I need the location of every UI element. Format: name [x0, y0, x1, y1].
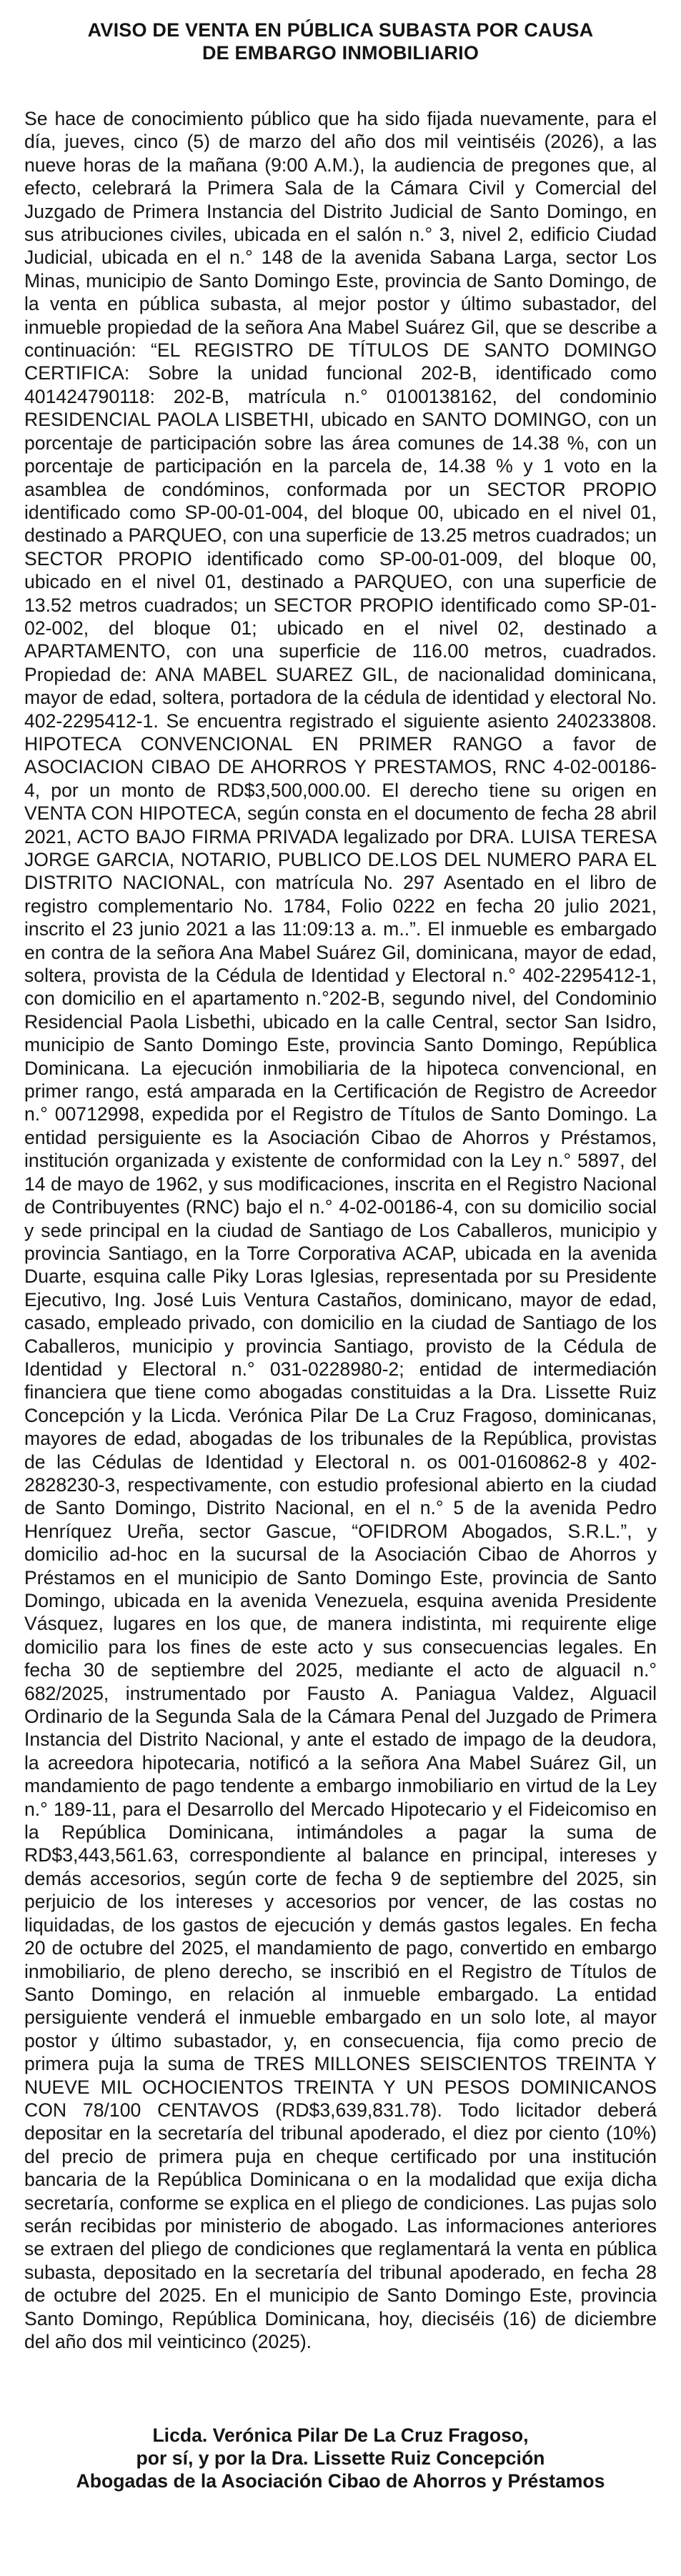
signature-line-3: Abogadas de la Asociación Cibao de Ahorros y Préstamos [76, 2470, 605, 2492]
signature-line-2: por sí, y por la Dra. Lissette Ruiz Concepción [136, 2447, 545, 2469]
notice-title [24, 19, 657, 64]
signature-line-1: Licda. Verónica Pilar De La Cruz Fragoso, [152, 2425, 529, 2446]
signature-block [24, 2424, 657, 2492]
notice-title-line-1: AVISO DE VENTA EN PÚBLICA SUBASTA POR CAUSA [87, 19, 594, 41]
notice-title-line-2: DE EMBARGO INMOBILIARIO [202, 42, 479, 64]
notice-body: Se hace de conocimiento público que ha sido fijada nuevamente, para el día, jueves, cinco (5) de marzo del año dos mil veintiséis (2026), a las nueve horas de la mañana (9:00 A.M.), la audiencia de pregones que, al efecto, celebrará la Primera Sala de la Cámara Civil y Comercial del Juzgado de Primera Instancia del Distrito Judicial de Santo Domingo, en sus atribuciones civiles, ubicada en el salón n.° 3, nivel 2, edificio Ciudad Judicial, ubicada en el n.° 148 de la avenida Sabana Larga, sector Los Minas, municipio de Santo Domingo Este, provincia de Santo Domingo, de la venta en pública subasta, al mejor postor y último subastador, del inmueble propiedad de la señora Ana Mabel Suárez Gil, que se describe a continuación: “EL REGISTRO DE TÍTULOS DE SANTO DOMINGO CERTIFICA: Sobre la unidad funcional 202-B, identificado como 401424790118: 202-B, matrícula n.° 0100138162, del condominio RESIDENCIAL PAOLA LISBETHI, ubicado en SANTO DOMINGO, con un porcentaje de participación sobre las área comunes de 14.38 %, con un porcentaje de participación en la parcela de, 14.38 % y 1 voto en la asamblea de condóminos, conformada por un SECTOR PROPIO identificado como SP-00-01-004, del bloque 00, ubicado en el nivel 01, destinado a PARQUEO, con una superficie de 13.25 metros cuadrados; un SECTOR PROPIO identificado como SP-00-01-009, del bloque 00, ubicado en el nivel 01, destinado a PARQUEO, con una superficie de 13.52 metros cuadrados; un SECTOR PROPIO identificado como SP-01-02-002, del bloque 01; ubicado en el nivel 02, destinado a APARTAMENTO, con una superficie de 116.00 metros, cuadrados. Propiedad de: ANA MABEL SUAREZ GIL, de nacionalidad dominicana, mayor de edad, soltera, portadora de la cédula de identidad y electoral No. 402-2295412-1. Se encuentra registrado el siguiente asiento 240233808. HIPOTECA CONVENCIONAL EN PRIMER RANGO a favor de ASOCIACION CIBAO DE AHORROS Y PRESTAMOS, RNC 4-02-00186-4, por un monto de RD$3,500,000.00. El derecho tiene su origen en VENTA CON HIPOTECA, según consta en el documento de fecha 28 abril 2021, ACTO BAJO FIRMA PRIVADA legalizado por DRA. LUISA TERESA JORGE GARCIA, NOTARIO, PUBLICO DE.LOS DEL NUMERO PARA EL DISTRITO NACIONAL, con matrícula No. 297 Asentado en el libro de registro complementario No. 1784, Folio 0222 en fecha 20 julio 2021, inscrito el 23 junio 2021 a las 11:09:13 a. m..”. El inmueble es embargado en contra de la señora Ana Mabel Suárez Gil, dominicana, mayor de edad, soltera, provista de la Cédula de Identidad y Electoral n.° 402-2295412-1, con domicilio en el apartamento n.°202-B, segundo nivel, del Condominio Residencial Paola Lisbethi, ubicado en la calle Central, sector San Isidro, municipio de Santo Domingo Este, provincia Santo Domingo, República Dominicana. La ejecución inmobiliaria de la hipoteca convencional, en primer rango, está amparada en la Certificación de Registro de Acreedor n.° 00712998, expedida por el Registro de Títulos de Santo Domingo. La entidad persiguiente es la Asociación Cibao de Ahorros y Préstamos, institución organizada y existente de conformidad con la Ley n.° 5897, del 14 de mayo de 1962, y sus modificaciones, inscrita en el Registro Nacional de Contribuyentes (RNC) bajo el n.° 4-02-00186-4, con su domicilio social y sede principal en la ciudad de Santiago de Los Caballeros, municipio y provincia Santiago, en la Torre Corporativa ACAP, ubicada en la avenida Duarte, esquina calle Piky Loras Iglesias, representada por su Presidente Ejecutivo, Ing. José Luis Ventura Castaños, dominicano, mayor de edad, casado, empleado privado, con domicilio en la ciudad de Santiago de los Caballeros, municipio y provincia Santiago, provisto de la Cédula de Identidad y Electoral n.° 031-0228980-2; entidad de intermediación financiera que tiene como abogadas constituidas a la Dra. Lissette Ruiz Concepción y la Licda. Verónica Pilar De La Cruz Fragoso, dominicanas, mayores de edad, abogadas de los tribunales de la República, provistas de las Cédulas de Identidad y Electoral n. os 001-0160862-8 y 402-2828230-3, respectivamente, con estudio profesional abierto en la ciudad de Santo Domingo, Distrito Nacional, en el n.° 5 de la avenida Pedro Henríquez Ureña, sector Gascue, “OFIDROM Abogados, S.R.L.”, y domicilio ad-hoc en la sucursal de la Asociación Cibao de Ahorros y Préstamos en el municipio de Santo Domingo Este, provincia de Santo Domingo, ubicada en la avenida Venezuela, esquina avenida Presidente Vásquez, lugares en los que, de manera indistinta, mi requirente elige domicilio para los fines de este acto y sus consecuencias legales. En fecha 30 de septiembre del 2025, mediante el acto de alguacil n.° 682/2025, instrumentado por Fausto A. Paniagua Valdez, Alguacil Ordinario de la Segunda Sala de la Cámara Penal del Juzgado de Primera Instancia del Distrito Nacional, y ante el estado de impago de la deudora, la acreedora hipotecaria, notificó a la señora Ana Mabel Suárez Gil, un mandamiento de pago tendente a embargo inmobiliario en virtud de la Ley n.° 189-11, para el Desarrollo del Mercado Hipotecario y el Fideicomiso en la República Dominicana, intimándoles a pagar la suma de RD$3,443,561.63, correspondiente al balance en principal, intereses y demás accesorios, según corte de fecha 9 de septiembre del 2025, sin perjuicio de los intereses y accesorios por vencer, de las costas no liquidadas, de los gastos de ejecución y demás gastos legales. En fecha 20 de octubre del 2025, el mandamiento de pago, convertido en embargo inmobiliario, de pleno derecho, se inscribió en el Registro de Títulos de Santo Domingo, en relación al inmueble embargado. La entidad persiguiente venderá el inmueble embargado en un solo lote, al mayor postor y último subastador, y, en consecuencia, fija como precio de primera puja la suma de TRES MILLONES SEISCIENTOS TREINTA Y NUEVE MIL OCHOCIENTOS TREINTA Y UN PESOS DOMINICANOS CON 78/100 CENTAVOS (RD$3,639,831.78). Todo licitador deberá depositar en la secretaría del tribunal apoderado, el diez por ciento (10%) del precio de primera puja en cheque certificado por una institución bancaria de la República Dominicana o en la modalidad que exija dicha secretaría, conforme se explica en el pliego de condiciones. Las pujas solo serán recibidas por ministerio de abogado. Las informaciones anteriores se extraen del pliego de condiciones que reglamentará la venta en pública subasta, depositado en la secretaría del tribunal apoderado, en fecha 28 de octubre del 2025. En el municipio de Santo Domingo Este, provincia Santo Domingo, República Dominicana, hoy, dieciséis (16) de diciembre del año dos mil veinticinco (2025). [24, 108, 657, 2352]
